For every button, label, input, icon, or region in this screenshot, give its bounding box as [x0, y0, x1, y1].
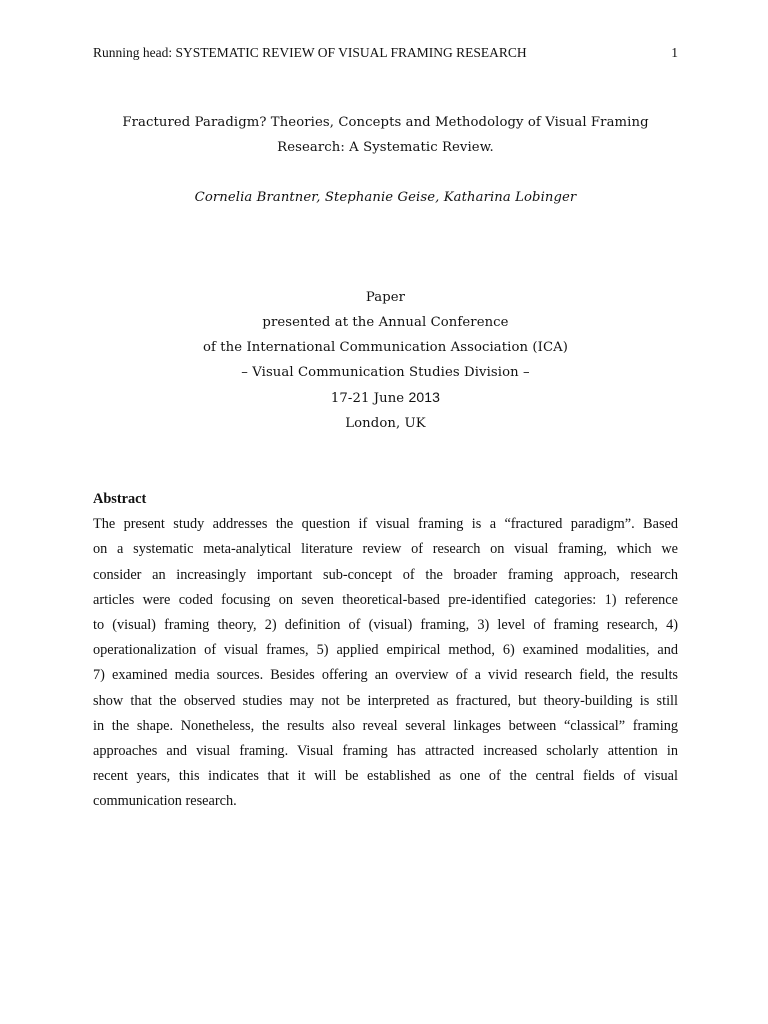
conference-location: London, UK [345, 416, 426, 431]
division-name: – Visual Communication Studies Division – [241, 365, 530, 380]
conference-dates: 17-21 June [330, 391, 405, 406]
page-number: 1 [671, 45, 678, 60]
title-line: Research: A Systematic Review. [277, 140, 494, 155]
abstract-line: communication research. [93, 793, 237, 810]
abstract-line: articles were coded focusing on seven theoretical-based pre-identified categories: 1) reference [93, 591, 678, 608]
abstract-line: show that the observed studies may not be interpreted as fractured, but theory-building is still [93, 692, 678, 709]
abstract-line: recent years, this indicates that it will be established as one of the central fields of visual [93, 768, 678, 785]
abstract-line: 7) examined media sources. Besides offering an overview of a vivid research field, the results [93, 667, 678, 684]
author-list: Cornelia Brantner, Stephanie Geise, Katharina Lobinger [194, 190, 577, 205]
abstract-line: The present study addresses the question if visual framing is a “fractured paradigm”. Based [93, 516, 678, 533]
abstract-line: on a systematic meta-analytical literature review of research on visual framing, which we [93, 541, 678, 558]
presented-at: presented at the Annual Conference [262, 315, 509, 330]
running-head: Running head: SYSTEMATIC REVIEW OF VISUAL FRAMING RESEARCH [93, 45, 527, 60]
abstract-heading: Abstract [93, 491, 147, 507]
conference-year: 2013 [408, 389, 441, 405]
conference-date [93, 385, 678, 411]
abstract-line: operationalization of visual frames, 5) applied empirical method, 6) examined modalities, and [93, 642, 678, 659]
title-line: Fractured Paradigm? Theories, Concepts and Methodology of Visual Framing [122, 115, 649, 130]
abstract-line: in the shape. Nonetheless, the results also reveal several linkages between “classical” framing [93, 717, 678, 734]
association-name: of the International Communication Association (ICA) [202, 340, 569, 355]
paper-title [93, 110, 678, 160]
abstract-line: to (visual) framing theory, 2) definition of (visual) framing, 3) level of framing research, 4) [93, 617, 678, 634]
abstract-line: approaches and visual framing. Visual framing has attracted increased scholarly attention in [93, 743, 678, 760]
conference-info [93, 285, 678, 436]
abstract-section [93, 487, 678, 815]
paper-label: Paper [365, 290, 406, 305]
abstract-line: consider an increasingly important sub-concept of the broader framing approach, research [93, 566, 678, 583]
page-header [93, 43, 678, 63]
